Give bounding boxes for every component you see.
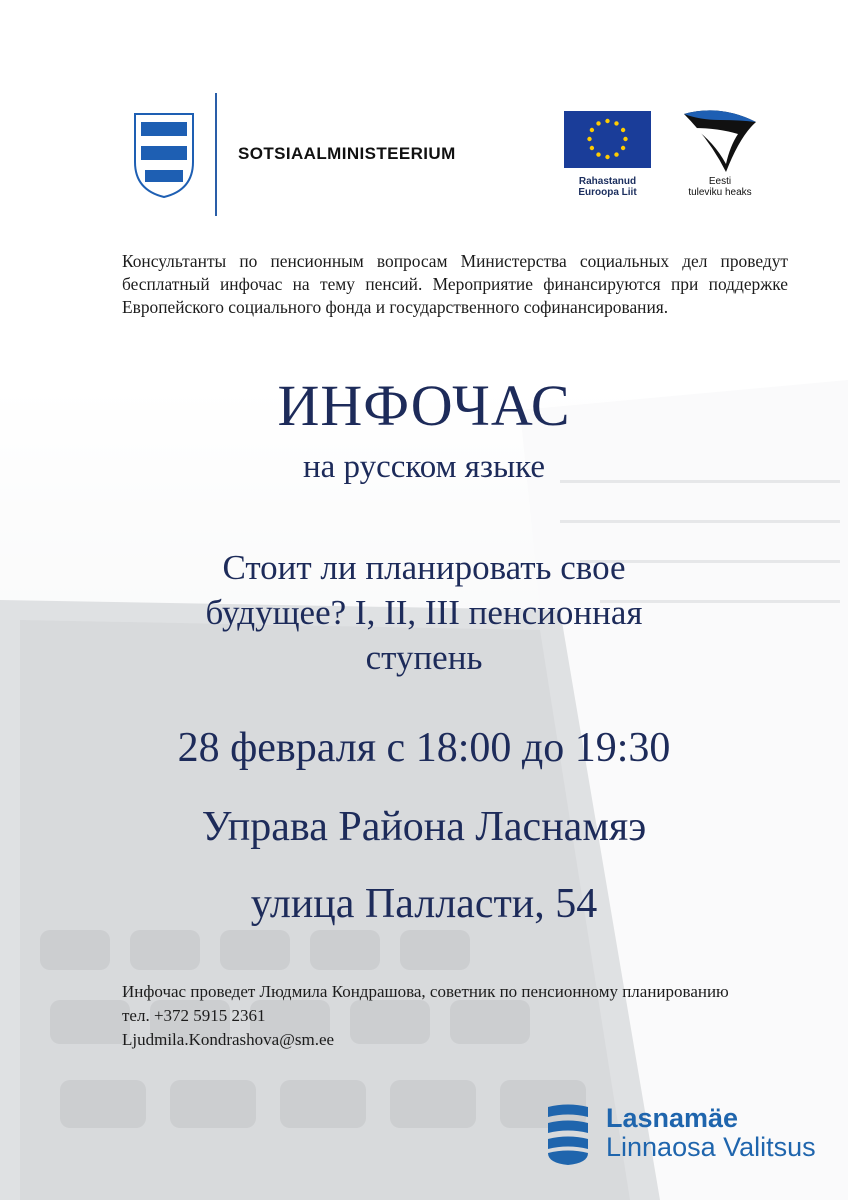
esf-caption: [668, 176, 772, 198]
host-text: Инфочас проведет Людмила Кондрашова, советник по пенсионному планированию: [122, 982, 729, 1001]
event-question: [0, 545, 848, 680]
estonia-coat-of-arms-icon: [131, 112, 197, 198]
eu-flag-icon: [564, 111, 651, 168]
eu-caption-line2: Euroopa Liit: [578, 187, 637, 198]
esf-caption-line2: tuleviku heaks: [688, 187, 752, 198]
contact-block: [122, 980, 788, 1052]
event-address: улица Палласти, 54: [250, 881, 598, 927]
email-link[interactable]: Ljudmila.Kondrashova@sm.ee: [122, 1030, 335, 1049]
ministry-name: SOTSIAALMINISTEERIUM: [238, 144, 456, 163]
esf-caption-line1: Eesti: [708, 176, 732, 187]
intro-paragraph: Консультанты по пенсионным вопросам Министерства социальных дел проведут бесплатный инфочас на тему пенсий. Мероприятие финансируются при поддержке Европейского социального фонда и государственного софинансирования.: [122, 251, 788, 317]
event-title: ИНФОЧАС: [277, 373, 571, 438]
lasnamae-logo-icon: [545, 1103, 591, 1165]
event-question-line3: ступень: [365, 638, 483, 677]
eu-caption-line1: Rahastanud: [578, 176, 637, 187]
lasnamae-subname: Linnaosa Valitsus: [606, 1132, 816, 1162]
event-question-line1: Стоит ли планировать свое: [222, 548, 626, 587]
header-divider: [215, 93, 217, 216]
eu-caption: [564, 176, 651, 198]
phone-text: тел. +372 5915 2361: [122, 1006, 266, 1025]
event-question-line2: будущее? I, II, III пенсионная: [205, 593, 643, 632]
event-datetime: 28 февраля с 18:00 до 19:30: [177, 725, 671, 771]
calculator-background-image: [0, 370, 848, 1200]
esf-swan-logo-icon: [680, 106, 760, 176]
event-place: Управа Района Ласнамяэ: [201, 804, 647, 850]
event-subtitle: на русском языке: [302, 449, 546, 485]
lasnamae-name: Lasnamäe: [606, 1103, 739, 1133]
